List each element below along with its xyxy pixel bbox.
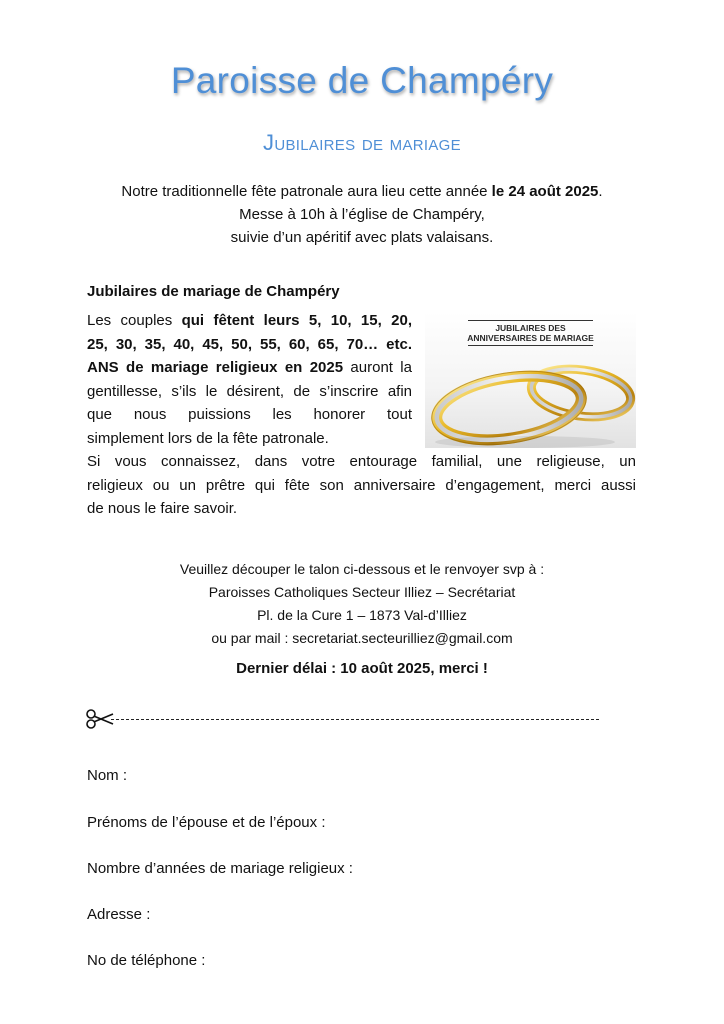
wedding-rings-icon [425,312,636,448]
form-field-address: Adresse : [87,906,151,923]
form-field-first-names: Prénoms de l’épouse et de l’époux : [87,814,326,831]
para2-line: de nous le faire savoir. [87,500,238,517]
para1-line: simplement lors de la fête patronale. [87,429,329,447]
illustration-label-line-2: ANNIVERSAIRES DE MARIAGE [467,333,594,343]
intro-line-1-text: Notre traditionnelle fête patronale aura lieu cette année [121,183,492,200]
paragraph-couples [87,309,412,450]
contact-instruction: Veuillez découper le talon ci-dessous et le renvoyer svp à : [179,561,545,577]
deadline-notice: Dernier délai : 10 août 2025, merci ! [236,660,488,677]
contact-organization: Paroisses Catholiques Secteur Illiez – Secrétariat [208,584,516,600]
page-title: Paroisse de Champéry [170,60,554,101]
para1-text: auront la [343,359,412,376]
form-field-name: Nom : [87,767,128,784]
para1-bold: 25, 30, 35, 40, 45, 50, 55, 60, 65, 70… etc. [87,335,412,353]
para1-line [87,356,412,380]
contact-address: Pl. de la Cure 1 – 1873 Val-d’Illiez [257,607,467,623]
para2-line: religieux ou un prêtre qui fête son anniversaire d’engagement, merci aussi [87,476,636,494]
form-field-phone: No de téléphone : [87,952,206,969]
wedding-rings-illustration [425,312,636,448]
para1-line [87,309,412,333]
intro-block [0,180,724,249]
illustration-label-line-1: JUBILAIRES DES [495,323,566,333]
event-date: le 24 août 2025 [491,183,599,200]
para2-line: Si vous connaissez, dans votre entourage familial, une religieuse, un [87,453,636,470]
para1-text: Les couples [87,312,182,329]
para1-bold: ANS de mariage religieux en 2025 [87,359,344,376]
para1-line: gentillesse, s’ils le désirent, de s’inscrire afin [87,382,412,400]
intro-line-3: suivie d’un apéritif avec plats valaisans. [230,229,494,246]
paragraph-religious [87,450,636,521]
page-subtitle: Jubilaires de mariage [263,130,461,155]
dashed-line [111,719,599,720]
intro-line-1-end: . [598,183,603,200]
contact-block [0,558,724,650]
cut-line [85,709,600,729]
form-field-years: Nombre d’années de mariage religieux : [87,860,353,877]
intro-line-1 [0,180,724,203]
section-heading: Jubilaires de mariage de Champéry [87,283,340,300]
contact-email: ou par mail : secretariat.secteurilliez@gmail.com [211,630,513,646]
para1-bold: qui fêtent leurs 5, 10, 15, 20, [181,312,412,329]
para1-line: que nous puissions les honorer tout [87,406,412,423]
para1-line [87,333,412,357]
intro-line-2: Messe à 10h à l’église de Champéry, [239,206,485,223]
